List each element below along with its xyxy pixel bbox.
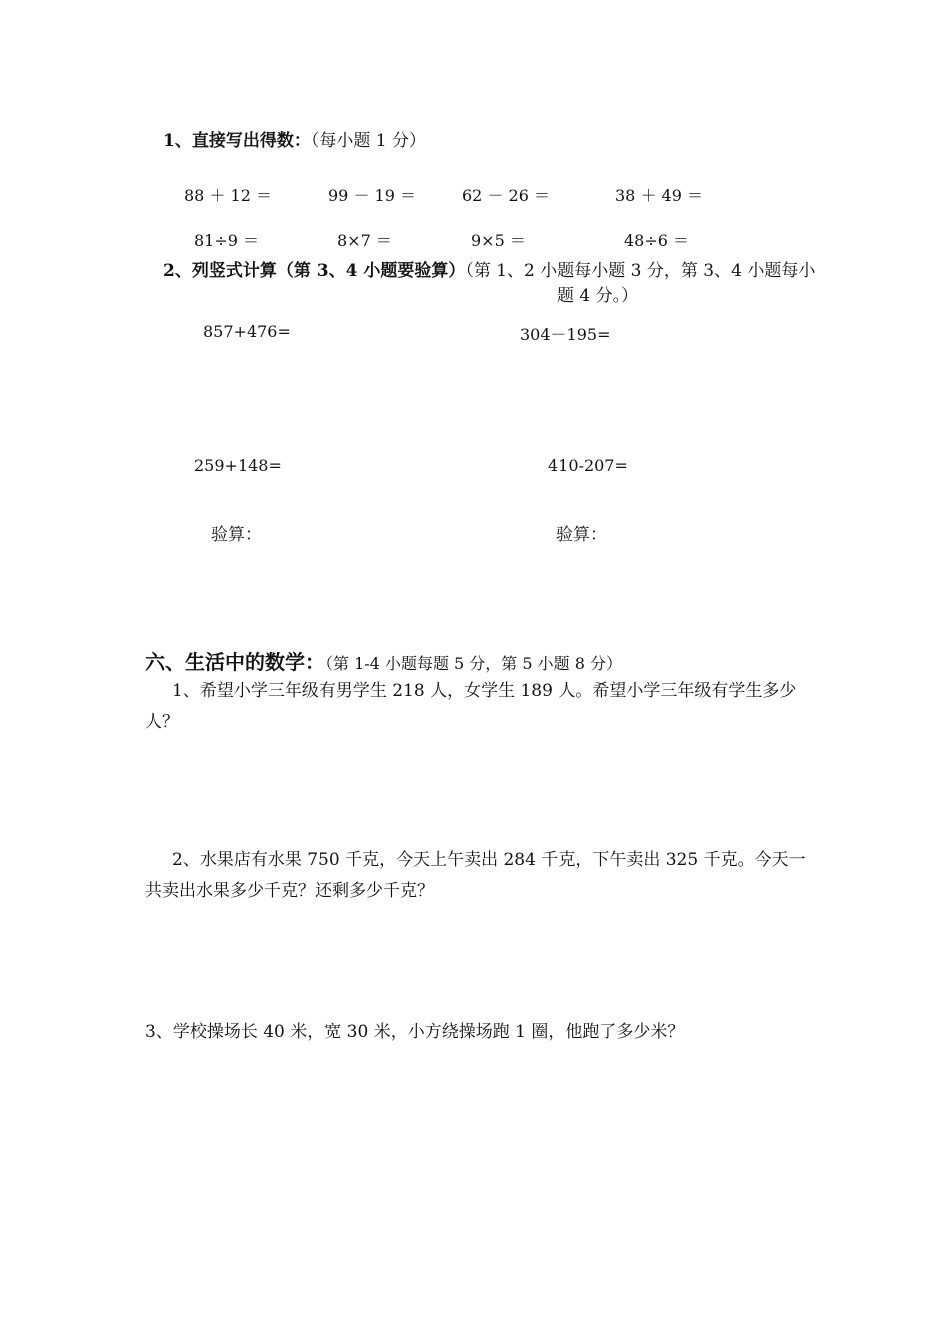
section1-title xyxy=(163,126,426,151)
vertical-problem-4: 410-207= xyxy=(548,456,628,475)
section2-note-line1: （第 1、2 小题每小题 3 分，第 3、4 小题每小 xyxy=(465,261,816,281)
vertical-problem-2: 304－195= xyxy=(520,325,611,344)
word-problem-1: 1、希望小学三年级有男学生 218 人，女学生 189 人。希望小学三年级有学生多少人？ xyxy=(145,681,797,732)
section1-title-text: 1、直接写出得数： xyxy=(163,131,311,151)
section2-title xyxy=(163,256,815,281)
oral-question-7: 9×5 ＝ xyxy=(471,231,526,250)
section6-title xyxy=(145,646,622,675)
vertical-problem-1: 857+476= xyxy=(203,322,291,341)
oral-question-1: 88 ＋ 12 ＝ xyxy=(184,186,272,205)
oral-question-3: 62 － 26 ＝ xyxy=(462,186,550,205)
section6-note: （第 1-4 小题每题 5 分，第 5 小题 8 分） xyxy=(325,654,622,673)
section6-title-text: 六、生活中的数学： xyxy=(145,650,325,674)
section2-title-text: 2、列竖式计算（第 3、4 小题要验算） xyxy=(163,261,466,281)
oral-question-8: 48÷6 ＝ xyxy=(624,231,690,250)
oral-question-2: 99 － 19 ＝ xyxy=(328,186,416,205)
oral-question-6: 8×7 ＝ xyxy=(337,231,392,250)
section1-note: （每小题 1 分） xyxy=(310,131,426,151)
word-problem-3: 3、学校操场长 40 米，宽 30 米，小方绕操场跑 1 圈，他跑了多少米？ xyxy=(145,1022,685,1042)
check-label-right: 验算： xyxy=(556,525,607,545)
section2-note-line2: 题 4 分。） xyxy=(557,286,639,306)
check-label-left: 验算： xyxy=(211,525,262,545)
oral-question-4: 38 ＋ 49 ＝ xyxy=(615,186,703,205)
oral-question-5: 81÷9 ＝ xyxy=(194,231,260,250)
vertical-problem-3: 259+148= xyxy=(194,456,282,475)
word-problem-2: 2、水果店有水果 750 千克，今天上午卖出 284 千克，下午卖出 325 千克。今天一共卖出水果多少千克？还剩多少千克？ xyxy=(145,850,806,901)
